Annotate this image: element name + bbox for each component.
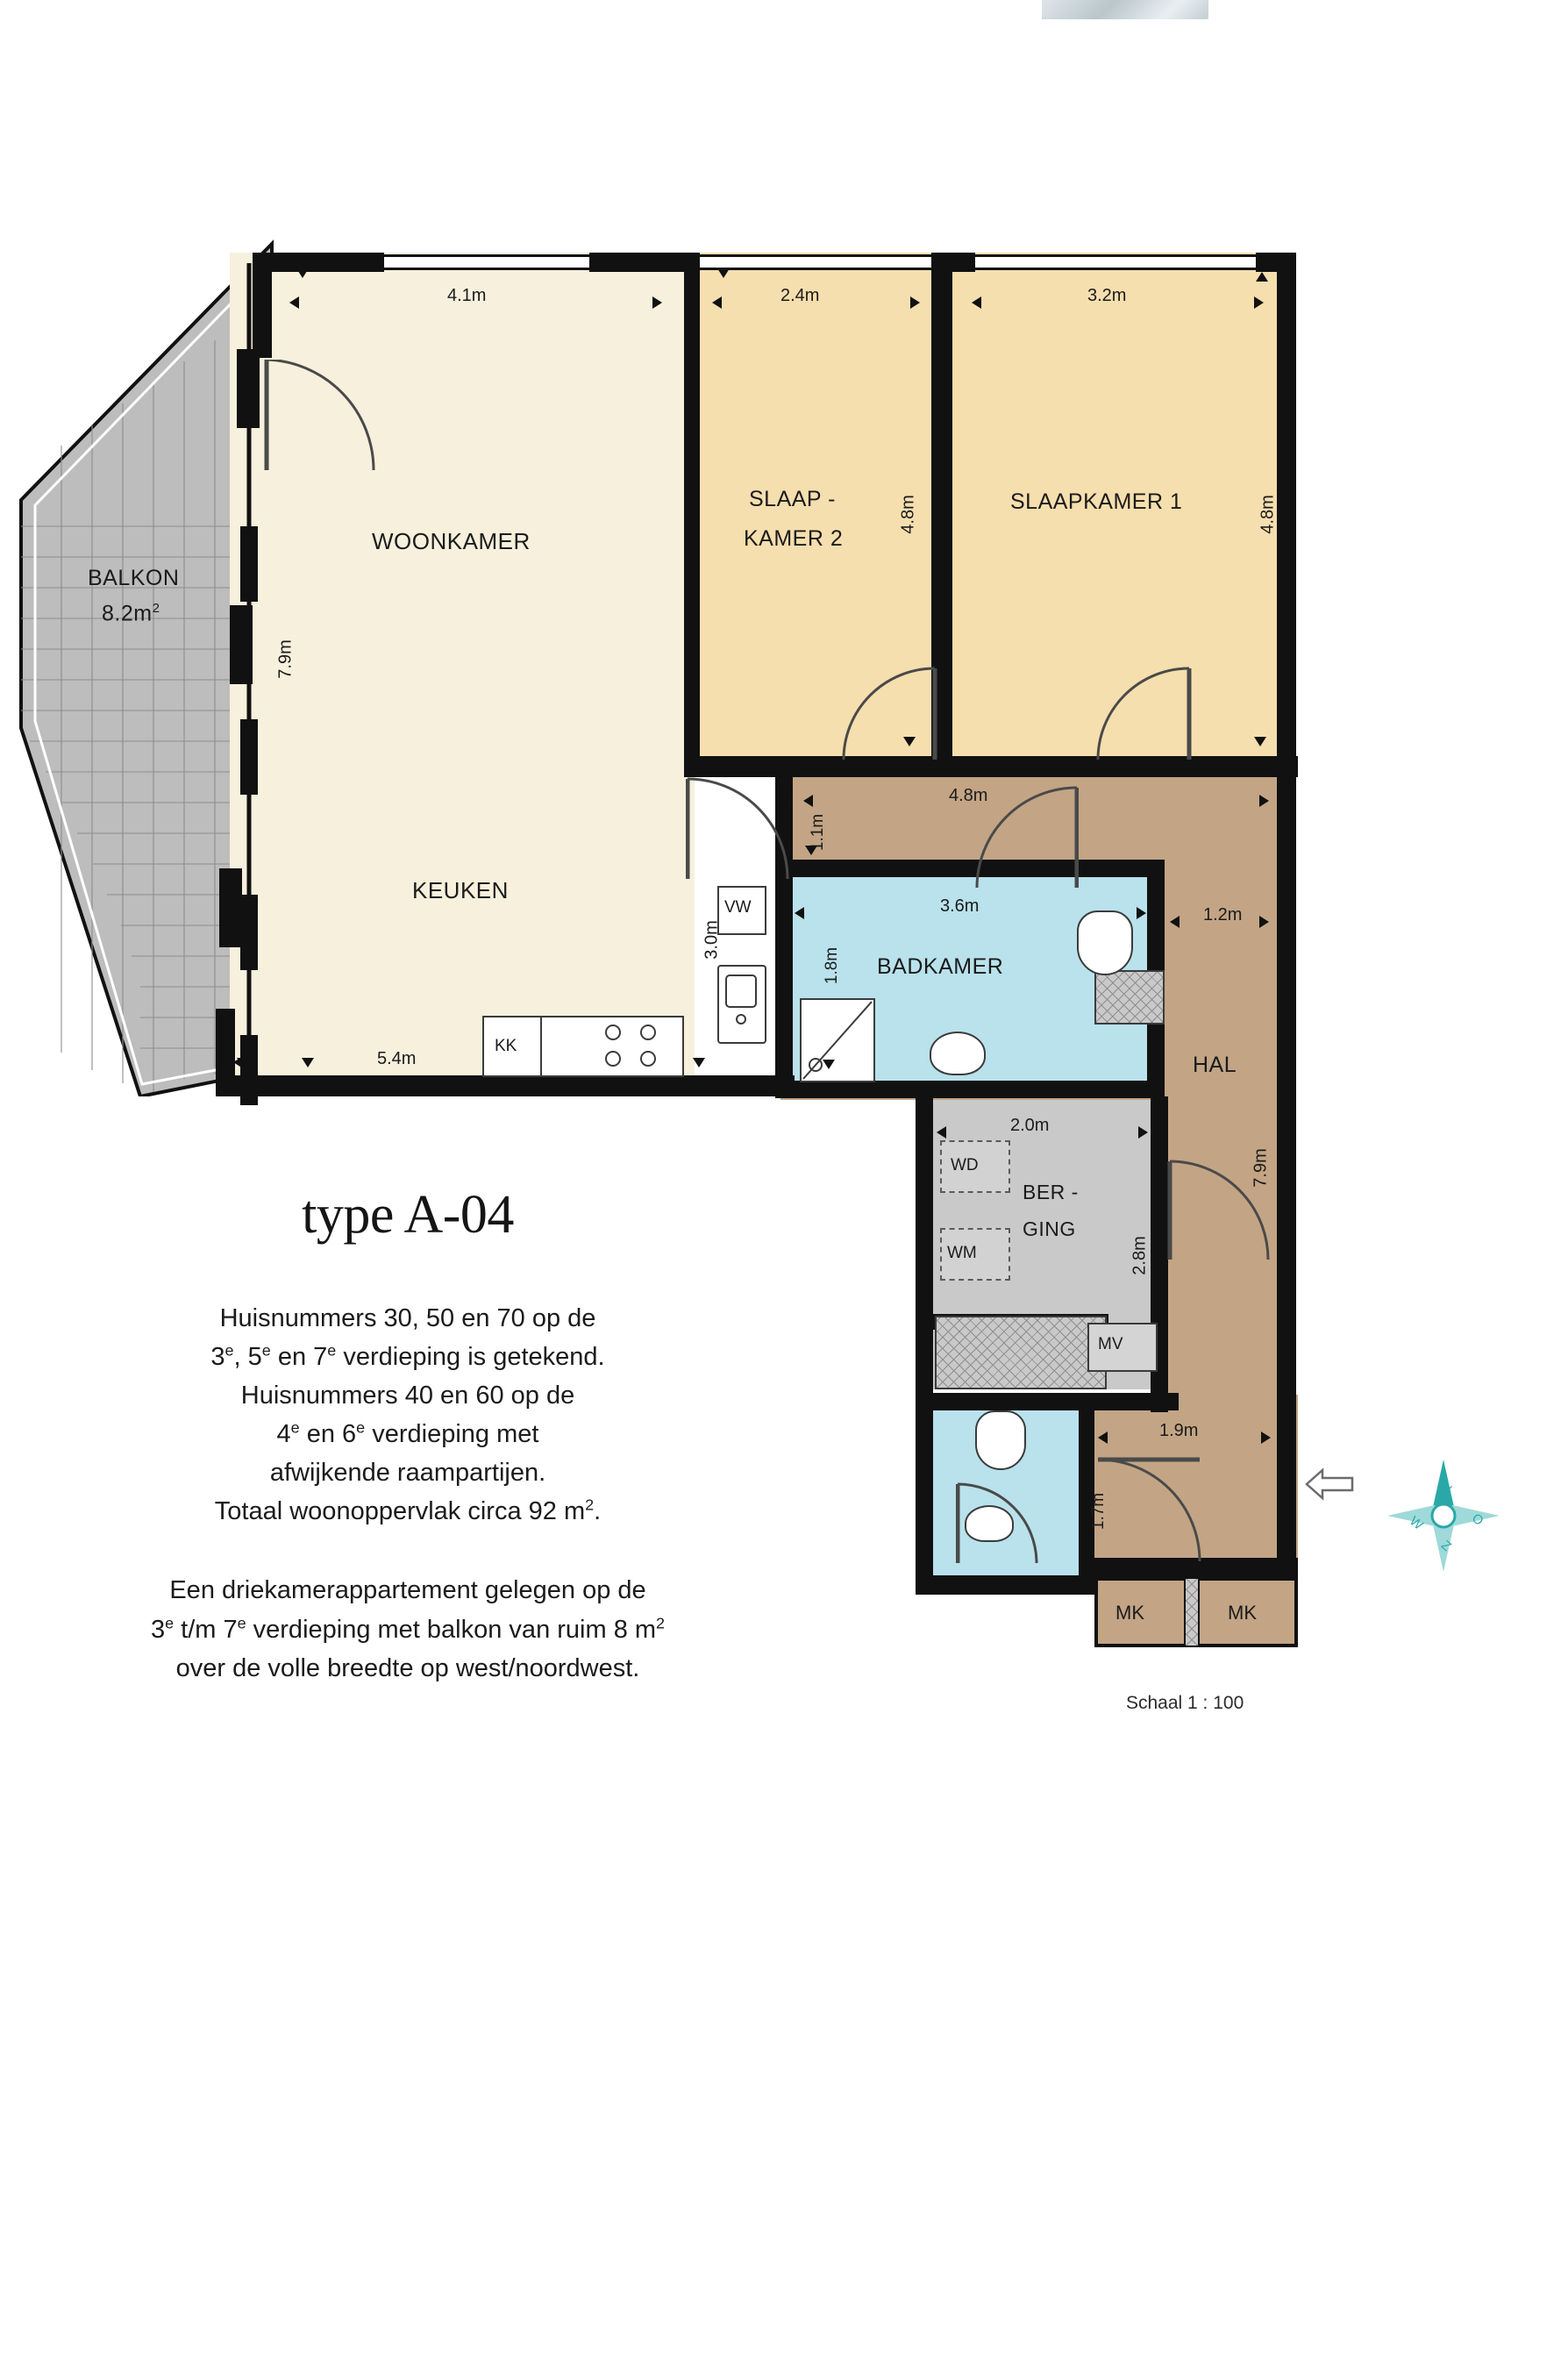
wall-top-3 xyxy=(952,253,975,272)
mk-divider-hatch xyxy=(1186,1579,1198,1646)
window-top-slaapkamer1 xyxy=(975,254,1256,270)
arrow-badk-left xyxy=(795,907,804,919)
wall-keuken-bottom xyxy=(233,1075,795,1096)
window-top-woonkamer xyxy=(384,254,589,270)
desc2-line-1 xyxy=(0,1571,816,1610)
svg-text:N: N xyxy=(1437,1479,1455,1497)
dim-slaapkamer2-top: 2.4m xyxy=(780,286,820,305)
badkamer-label: BADKAMER xyxy=(877,954,1004,979)
entrance-arrow-icon xyxy=(1305,1467,1354,1502)
toilet-badkamer xyxy=(1077,910,1133,975)
wall-badkamer-top xyxy=(789,860,1158,877)
wall-top-2 xyxy=(589,253,698,272)
slaapkamer2-label-line1: SLAAP - xyxy=(749,487,836,511)
d2s2: e xyxy=(261,1341,271,1360)
d2s3: e xyxy=(327,1341,337,1360)
d4a: 4 xyxy=(276,1420,291,1449)
desc-line-1 xyxy=(0,1299,816,1338)
hob-burner-2 xyxy=(640,1025,656,1040)
dim-bottom-right: 1.9m xyxy=(1159,1421,1199,1440)
desc-line-4 xyxy=(0,1415,816,1453)
door-balkon xyxy=(263,360,377,474)
arrow-sk1-right xyxy=(1254,296,1264,309)
wall-toilet-top xyxy=(916,1393,1179,1410)
arrow-badk-v-d xyxy=(823,1060,835,1069)
keuken-label: KEUKEN xyxy=(412,877,509,903)
d2s1: e xyxy=(225,1341,234,1360)
wall-right-bedrooms xyxy=(1277,253,1296,779)
dim-woonkamer-left: 7.9m xyxy=(275,639,296,679)
facade-diagonal xyxy=(214,263,267,1105)
scale-note: Schaal 1 : 100 xyxy=(1126,1693,1244,1713)
d2a: 3 xyxy=(210,1343,225,1372)
p2s3: 2 xyxy=(656,1613,666,1631)
wall-left-bottom xyxy=(916,1393,933,1595)
wall-woonkamer-slaapkamer2 xyxy=(684,253,700,761)
desc-line-3 xyxy=(0,1376,816,1415)
door-slaapkamer1 xyxy=(1096,667,1193,763)
wall-berging-left xyxy=(916,1096,933,1412)
arrow-woonkamer-v-down xyxy=(302,1058,314,1067)
arrow-berg-left xyxy=(937,1126,946,1139)
arrow-12-left xyxy=(1170,916,1180,928)
arrow-hal-narrow-d xyxy=(805,846,817,855)
page-title: type A-04 xyxy=(302,1185,514,1245)
balkon-label: BALKON xyxy=(88,566,180,590)
arrow-sk2-left xyxy=(712,296,722,309)
mk-right-label: MK xyxy=(1228,1602,1257,1624)
p2s1: e xyxy=(165,1613,175,1631)
dim-badkamer-top: 3.6m xyxy=(940,896,980,916)
d4s2: e xyxy=(356,1418,366,1437)
mk-left-label: MK xyxy=(1115,1602,1144,1624)
arrow-sk2-v-down xyxy=(903,737,916,746)
d2b: , 5 xyxy=(233,1343,262,1372)
shaft-hatch-2 xyxy=(935,1316,1107,1389)
d2c: en 7 xyxy=(270,1343,328,1372)
dim-slaapkamer1-top: 3.2m xyxy=(1087,286,1127,305)
washbasin xyxy=(930,1032,986,1075)
arrow-19-down xyxy=(1087,1396,1100,1406)
arrow-berg-right xyxy=(1138,1126,1148,1139)
svg-text:W: W xyxy=(1407,1513,1426,1533)
compass-rose xyxy=(1384,1456,1503,1575)
hob-burner-4 xyxy=(640,1051,656,1067)
arrow-toilet-d xyxy=(1087,1563,1100,1573)
dryer-label: WD xyxy=(951,1156,979,1174)
dim-berging-top: 2.0m xyxy=(1010,1116,1050,1135)
p2c: t/m 7 xyxy=(174,1615,238,1644)
arrow-badk-right xyxy=(1137,907,1146,919)
d5a: afwijkende raampartijen. xyxy=(269,1459,546,1488)
desc2-line-3 xyxy=(0,1649,816,1688)
woonkamer-label: WOONKAMER xyxy=(372,528,531,554)
door-keuken-hal xyxy=(686,777,789,881)
mv-label: MV xyxy=(1098,1335,1123,1353)
arrow-19-left xyxy=(1098,1431,1108,1444)
svg-text:O: O xyxy=(1468,1510,1486,1529)
balkon-area-sup: 2 xyxy=(152,601,160,616)
hob-burner-1 xyxy=(605,1025,621,1040)
balkon-area-label xyxy=(102,601,160,626)
shaft-hatch-1 xyxy=(1094,970,1165,1025)
d6b: . xyxy=(594,1497,602,1526)
toilet-basin xyxy=(965,1505,1014,1542)
window-top-slaapkamer2 xyxy=(698,254,952,270)
d6s: 2 xyxy=(585,1496,595,1514)
arrow-woonkamer-down xyxy=(296,268,309,278)
arrow-sk1-left xyxy=(972,296,981,309)
dim-hal-right-tall: 7.9m xyxy=(1251,1148,1271,1188)
d2d: verdieping is getekend. xyxy=(336,1343,605,1372)
shower-tray xyxy=(800,998,875,1082)
wall-toilet-right xyxy=(1079,1396,1094,1577)
p2s2: e xyxy=(237,1613,246,1631)
dim-keuken-bottom: 5.4m xyxy=(377,1049,417,1068)
arrow-hal-right xyxy=(1259,795,1269,807)
dim-badkamer-left: 1.8m xyxy=(823,946,842,985)
dim-slaapkamer2-right: 4.8m xyxy=(898,495,918,534)
toilet-pan xyxy=(975,1410,1026,1470)
d3a: Huisnummers 40 en 60 op de xyxy=(240,1381,575,1410)
berging-label-line2: GING xyxy=(1023,1217,1076,1240)
balkon-area-value: 8.2m xyxy=(102,601,153,626)
arrow-woonkamer-right xyxy=(652,296,662,309)
d4c: verdieping met xyxy=(365,1420,539,1449)
arrow-keuken-d2 xyxy=(693,1058,705,1067)
p2d: verdieping met balkon van ruim 8 m xyxy=(246,1615,657,1644)
arrow-sk1-v-down xyxy=(1254,737,1266,746)
fridge-label: KK xyxy=(495,1037,517,1055)
d6a: Totaal woonoppervlak circa 92 m xyxy=(214,1497,586,1526)
arrow-sk2-right xyxy=(910,296,920,309)
desc2-line-2 xyxy=(0,1610,816,1649)
door-slaapkamer2 xyxy=(842,667,938,763)
d4s1: e xyxy=(290,1418,300,1437)
slaapkamer1-label: SLAAPKAMER 1 xyxy=(1010,489,1183,514)
arrow-19-right xyxy=(1261,1431,1271,1444)
arrow-12-right xyxy=(1259,916,1269,928)
dishwasher-label: VW xyxy=(724,898,752,917)
door-badkamer xyxy=(975,786,1079,889)
washing-machine-label: WM xyxy=(947,1244,977,1262)
arrow-hal-narrow-l xyxy=(782,796,792,809)
arrow-sk2-down xyxy=(717,268,730,278)
desc-line-2 xyxy=(0,1338,816,1376)
dim-keuken-vw: 3.0m xyxy=(702,920,722,960)
dim-toilet-right: 1.7m xyxy=(1089,1492,1108,1531)
slaapkamer2-label-line2: KAMER 2 xyxy=(744,526,844,551)
wall-top-1 xyxy=(253,253,384,272)
dim-hal-right-small: 1.2m xyxy=(1203,905,1243,925)
desc-line-5 xyxy=(0,1453,816,1492)
berging-label-line1: BER - xyxy=(1023,1181,1079,1203)
description-block xyxy=(0,1184,816,1688)
hal-label: HAL xyxy=(1193,1053,1237,1077)
sink xyxy=(717,965,766,1044)
door-entrance xyxy=(1094,1456,1203,1565)
wall-bedrooms-bottom xyxy=(684,756,1298,777)
arrow-hal-left xyxy=(803,795,813,807)
dim-woonkamer-top: 4.1m xyxy=(447,286,487,305)
p2a: Een driekamerappartement gelegen op de xyxy=(169,1576,646,1605)
dim-hal-narrow: 1.1m xyxy=(809,813,828,852)
arrow-sk1-up xyxy=(1256,272,1268,282)
wall-hal-right xyxy=(1277,777,1296,1602)
arrow-woonkamer-left xyxy=(289,296,299,309)
hob-burner-3 xyxy=(605,1051,621,1067)
p2b: 3 xyxy=(150,1615,166,1644)
arrow-keuken-d1 xyxy=(237,1058,249,1067)
dim-hal-top: 4.8m xyxy=(949,786,988,805)
dim-berging-right: 2.8m xyxy=(1130,1236,1150,1275)
d4b: en 6 xyxy=(299,1420,357,1449)
svg-text:Z: Z xyxy=(1437,1538,1454,1555)
p2e: over de volle breedte op west/noordwest. xyxy=(175,1653,640,1682)
dim-slaapkamer1-right: 4.8m xyxy=(1258,495,1278,534)
desc-line-6 xyxy=(0,1492,816,1531)
desc-line-1-text: Huisnummers 30, 50 en 70 op de xyxy=(219,1304,596,1332)
